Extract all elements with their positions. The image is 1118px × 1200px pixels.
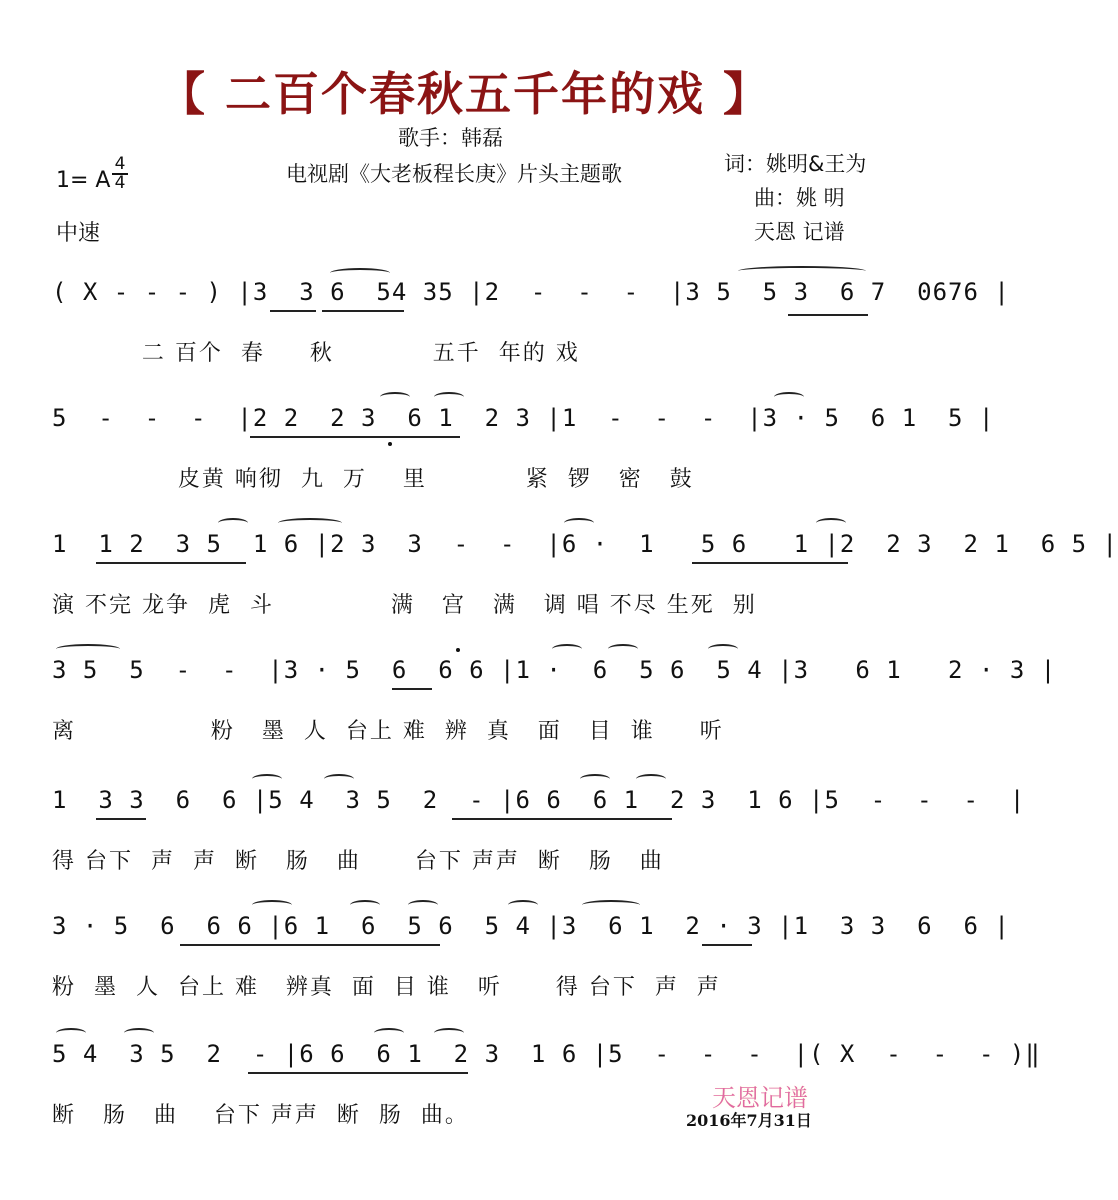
slur [582, 900, 640, 910]
composer-credit: 曲：姚 明 [754, 186, 845, 210]
transcriber-stamp: 天恩记谱 [712, 1084, 808, 1112]
beam [96, 818, 146, 820]
slur [56, 644, 120, 654]
beam [788, 314, 868, 316]
time-top: 4 [114, 154, 126, 174]
slur [508, 900, 538, 910]
slur [324, 774, 354, 784]
slur [408, 900, 438, 910]
slur [330, 268, 390, 278]
slur [278, 518, 342, 528]
stave-row-2 [52, 404, 995, 514]
lyrics-row-1: 二 百个 春 秋 五千 年的 戏 [52, 341, 580, 366]
notes-row-1: ( X - - - ) |3 3 6 54 35 |2 - - - |3 5 5 3 6 7 0676 | [52, 278, 1010, 306]
lyricist-credit: 词：姚明&王为 [724, 152, 867, 176]
notes-row-3: 1 1 2 3 5 1 6 |2 3 3 - - |6 · 1 5 6 1 |2 2 3 2 1 6 5 | [52, 530, 1118, 558]
slur [580, 774, 610, 784]
slur [816, 518, 846, 528]
slur [124, 1028, 154, 1038]
slur [774, 392, 804, 402]
transcriber-credit: 天恩 记谱 [754, 220, 845, 244]
stave-row-6 [52, 912, 1010, 1022]
slur [252, 900, 292, 910]
beam [702, 944, 752, 946]
lyrics-row-2: 皮黄 响彻 九 万 里 紧 锣 密 鼓 [52, 467, 694, 492]
source-credit: 电视剧《大老板程长庚》片头主题歌 [286, 162, 622, 186]
slur [608, 644, 638, 654]
beam [96, 562, 246, 564]
notes-row-6: 3 · 5 6 6 6 |6 1 6 5 6 5 4 |3 6 1 2 · 3 |1 3 3 6 6 | [52, 912, 1010, 940]
notes-row-4: 3 5 5 - - |3 · 5 6 6 6 |1 · 6 5 6 5 4 |3 6 1 2 · 3 | [52, 656, 1057, 684]
beam [322, 310, 404, 312]
high-octave-dot [456, 648, 460, 652]
slur [434, 392, 464, 402]
slur [218, 518, 248, 528]
slur [252, 774, 282, 784]
lyrics-row-5: 得 台下 声 声 断 肠 曲 台下 声声 断 肠 曲 [52, 849, 664, 874]
lyrics-row-6: 粉 墨 人 台上 难 辨真 面 目 谁 听 得 台下 声 声 [52, 975, 721, 1000]
slur [564, 518, 594, 528]
notes-row-7: 5 4 3 5 2 - |6 6 6 1 2 3 1 6 |5 - - - |( X - - - )‖ [52, 1040, 1041, 1068]
notes-row-5: 1 3 3 6 6 |5 4 3 5 2 - |6 6 6 1 2 3 1 6 |5 - - - | [52, 786, 1026, 814]
beam [270, 310, 316, 312]
lyrics-row-3: 演 不完 龙争 虎 斗 满 宫 满 调 唱 不尽 生死 别 [52, 593, 757, 618]
slur [708, 644, 738, 654]
beam [692, 562, 848, 564]
stave-row-4 [52, 656, 1057, 766]
stave-row-5 [52, 786, 1026, 896]
beam [180, 944, 440, 946]
slur [434, 1028, 464, 1038]
slur [380, 392, 410, 402]
lyrics-row-4: 离 粉 墨 人 台上 难 辨 真 面 目 谁 听 [52, 719, 724, 744]
slur [56, 1028, 86, 1038]
beam [392, 688, 432, 690]
time-signature [112, 156, 128, 192]
lyrics-row-7: 断 肠 曲 台下 声声 断 肠 曲。 [52, 1103, 469, 1128]
low-octave-dot [388, 442, 392, 446]
song-title: 【 二百个春秋五千年的戏 】 [158, 67, 772, 121]
stave-row-1 [52, 278, 1010, 388]
beam [250, 436, 460, 438]
beam [248, 1072, 468, 1074]
stave-row-3 [52, 530, 1118, 640]
slur [636, 774, 666, 784]
key-signature: 1= A [56, 168, 111, 193]
slur [374, 1028, 404, 1038]
singer-credit: 歌手：韩磊 [398, 126, 503, 150]
slur [738, 266, 866, 276]
slur [552, 644, 582, 654]
time-bottom: 4 [112, 173, 128, 192]
slur [350, 900, 380, 910]
beam [452, 818, 672, 820]
transcription-date: 2016年7月31日 [686, 1111, 812, 1130]
tempo-marking: 中速 [56, 221, 101, 246]
notes-row-2: 5 - - - |2 2 2 3 6 1 2 3 |1 - - - |3 · 5 6 1 5 | [52, 404, 995, 432]
